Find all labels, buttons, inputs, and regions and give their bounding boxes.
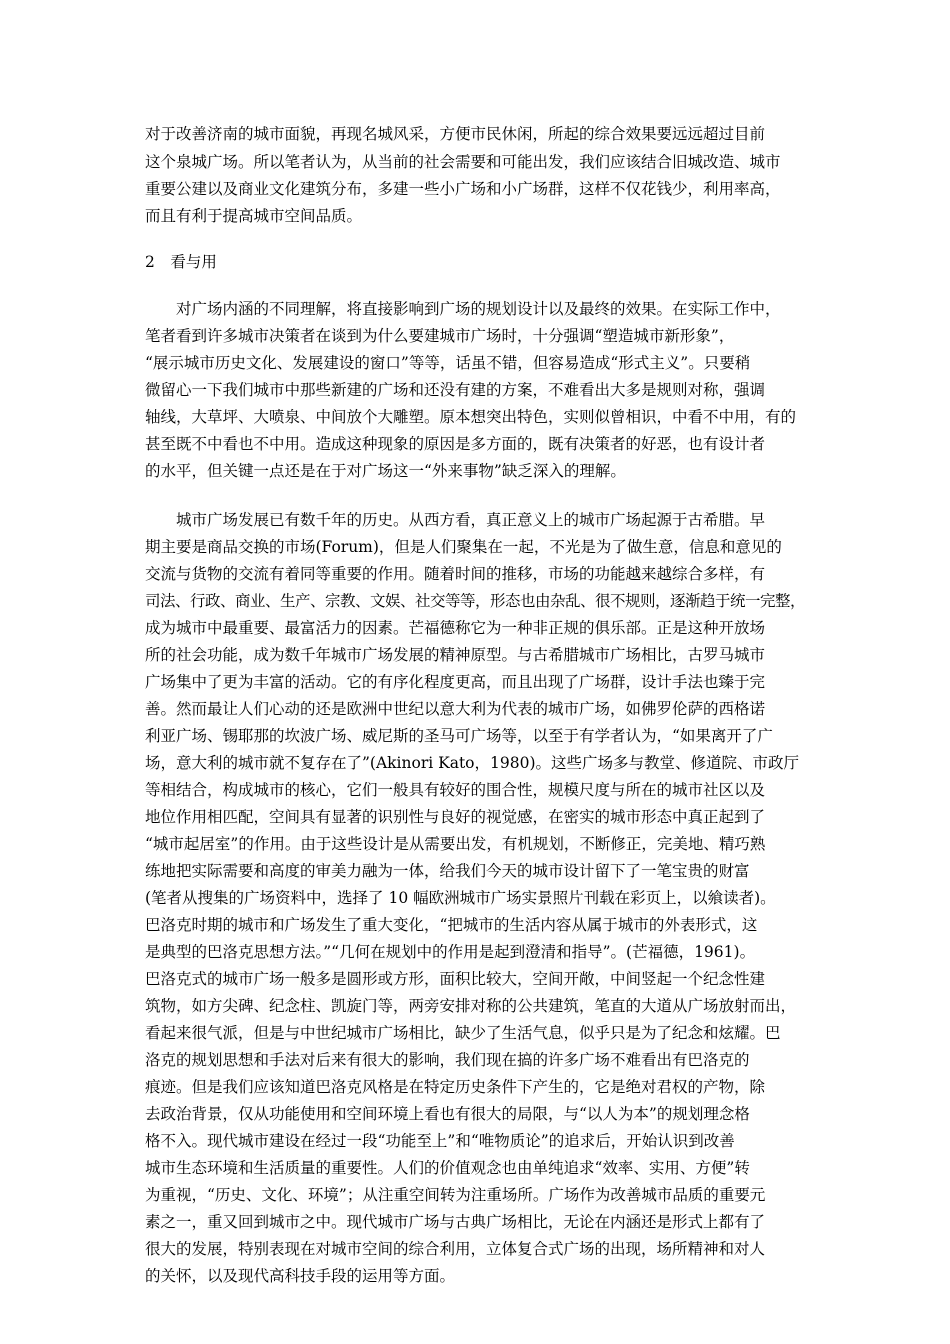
paragraph-1-line: 而且有利于提高城市空间品质。 — [145, 207, 363, 225]
paragraph-3-line: 巴洛克时期的城市和广场发生了重大变化，“把城市的生活内容从属于城市的外表形式，这 — [145, 916, 758, 934]
paragraph-3-line: 的关怀，以及现代高科技手段的运用等方面。 — [145, 1267, 456, 1285]
paragraph-3-line: 练地把实际需要和高度的审美力融为一体，给我们今天的城市设计留下了一笔宝贵的财富 — [145, 862, 750, 880]
paragraph-3-line: 看起来很气派，但是与中世纪城市广场相比，缺少了生活气息，似乎只是为了纪念和炫耀。巴 — [145, 1024, 781, 1042]
paragraph-3-line: “城市起居室”的作用。由于这些设计是从需要出发，有机规划，不断修正，完美地、精巧熟 — [145, 835, 766, 853]
paragraph-3-line: 筑物，如方尖碑、纪念柱、凯旋门等，两旁安排对称的公共建筑，笔直的大道从广场放射而出， — [145, 997, 797, 1015]
paragraph-3-line: 素之一，重又回到城市之中。现代城市广场与古典广场相比，无论在内涵还是形式上都有了 — [145, 1213, 766, 1231]
paragraph-1-line: 这个泉城广场。所以笔者认为，从当前的社会需要和可能出发，我们应该结合旧城改造、城市 — [145, 153, 781, 171]
paragraph-3-line: 很大的发展，特别表现在对城市空间的综合利用，立体复合式广场的出现，场所精神和对人 — [145, 1240, 766, 1258]
paragraph-3-line: 等相结合，构成城市的核心，它们一般具有较好的围合性，规模尺度与所在的城市社区以及 — [145, 781, 766, 799]
paragraph-3-line: 地位作用相匹配，空间具有显著的识别性与良好的视觉感，在密实的城市形态中真正起到了 — [145, 808, 766, 826]
paragraph-3-line: 善。然而最让人们心动的还是欧洲中世纪以意大利为代表的城市广场，如佛罗伦萨的西格诺 — [145, 700, 766, 718]
paragraph-3-line: 去政治背景，仅从功能使用和空间环境上看也有很大的局限，与“以人为本”的规划理念格 — [145, 1105, 750, 1123]
paragraph-2-line: 甚至既不中看也不中用。造成这种现象的原因是多方面的，既有决策者的好恶，也有设计者 — [145, 435, 766, 453]
paragraph-3-line: 场，意大利的城市就不复存在了”(Akinori Kato，1980)。这些广场多与教堂、修道院、市政厅 — [145, 754, 799, 772]
paragraph-3-line: 痕迹。但是我们应该知道巴洛克风格是在特定历史条件下产生的，它是绝对君权的产物，除 — [145, 1078, 766, 1096]
paragraph-3-line: 所的社会功能，成为数千年城市广场发展的精神原型。与古希腊城市广场相比，古罗马城市 — [145, 646, 766, 664]
paragraph-2-line: 对广场内涵的不同理解，将直接影响到广场的规划设计以及最终的效果。在实际工作中， — [145, 300, 781, 318]
paragraph-3-line: (笔者从搜集的广场资料中，选择了 10 幅欧洲城市广场实景照片刊载在彩页上，以飨读者)。 — [145, 889, 776, 907]
paragraph-3-line: 期主要是商品交换的市场(Forum)，但是人们聚集在一起，不光是为了做生意，信息和意见的 — [145, 538, 782, 556]
paragraph-3-line: 成为城市中最重要、最富活力的因素。芒福德称它为一种非正规的俱乐部。正是这种开放场 — [145, 619, 766, 637]
paragraph-1-line: 对于改善济南的城市面貌，再现名城风采，方便市民休闲，所起的综合效果要远远超过目前 — [145, 125, 766, 143]
paragraph-3-line: 为重视，“历史、文化、环境”；从注重空间转为注重场所。广场作为改善城市品质的重要元 — [145, 1186, 766, 1204]
paragraph-3-line: 司法、行政、商业、生产、宗教、文娱、社交等等，形态也由杂乱、很不规则，逐渐趋于统一完整， — [145, 592, 806, 610]
paragraph-3-line: 洛克的规划思想和手法对后来有很大的影响，我们现在搞的许多广场不难看出有巴洛克的 — [145, 1051, 750, 1069]
paragraph-2-line: 轴线，大草坪、大喷泉、中间放个大雕塑。原本想突出特色，实则似曾相识，中看不中用，有的 — [145, 408, 797, 426]
paragraph-3-line: 交流与货物的交流有着同等重要的作用。随着时间的推移，市场的功能越来越综合多样，有 — [145, 565, 766, 583]
paragraph-1-line: 重要公建以及商业文化建筑分布，多建一些小广场和小广场群，这样不仅花钱少，利用率高， — [145, 180, 781, 198]
paragraph-3-line: 利亚广场、锡耶那的坎波广场、威尼斯的圣马可广场等，以至于有学者认为，“如果离开了广 — [145, 727, 773, 745]
paragraph-3-line: 格不入。现代城市建设在经过一段“功能至上”和“唯物质论”的追求后，开始认识到改善 — [145, 1132, 735, 1150]
paragraph-3-line: 城市广场发展已有数千年的历史。从西方看，真正意义上的城市广场起源于古希腊。早 — [145, 511, 766, 529]
section-heading: 2 看与用 — [145, 253, 217, 271]
paragraph-3-line: 巴洛克式的城市广场一般多是圆形或方形，面积比较大，空间开敞，中间竖起一个纪念性建 — [145, 970, 766, 988]
paragraph-2-line: “展示城市历史文化、发展建设的窗口”等等，话虽不错，但容易造成“形式主义”。只要稍 — [145, 354, 751, 372]
paragraph-3-line: 是典型的巴洛克思想方法。”“几何在规划中的作用是起到澄清和指导”。(芒福德，1961)。 — [145, 943, 756, 961]
paragraph-2-line: 的水平，但关键一点还是在于对广场这一“外来事物”缺乏深入的理解。 — [145, 462, 626, 480]
paragraph-2-line: 微留心一下我们城市中那些新建的广场和还没有建的方案，不难看出大多是规则对称，强调 — [145, 381, 766, 399]
paragraph-2-line: 笔者看到许多城市决策者在谈到为什么要建城市广场时，十分强调“塑造城市新形象”， — [145, 327, 735, 345]
paragraph-3-line: 广场集中了更为丰富的活动。它的有序化程度更高，而且出现了广场群，设计手法也臻于完 — [145, 673, 766, 691]
paragraph-3-line: 城市生态环境和生活质量的重要性。人们的价值观念也由单纯追求“效率、实用、方便”转 — [145, 1159, 750, 1177]
